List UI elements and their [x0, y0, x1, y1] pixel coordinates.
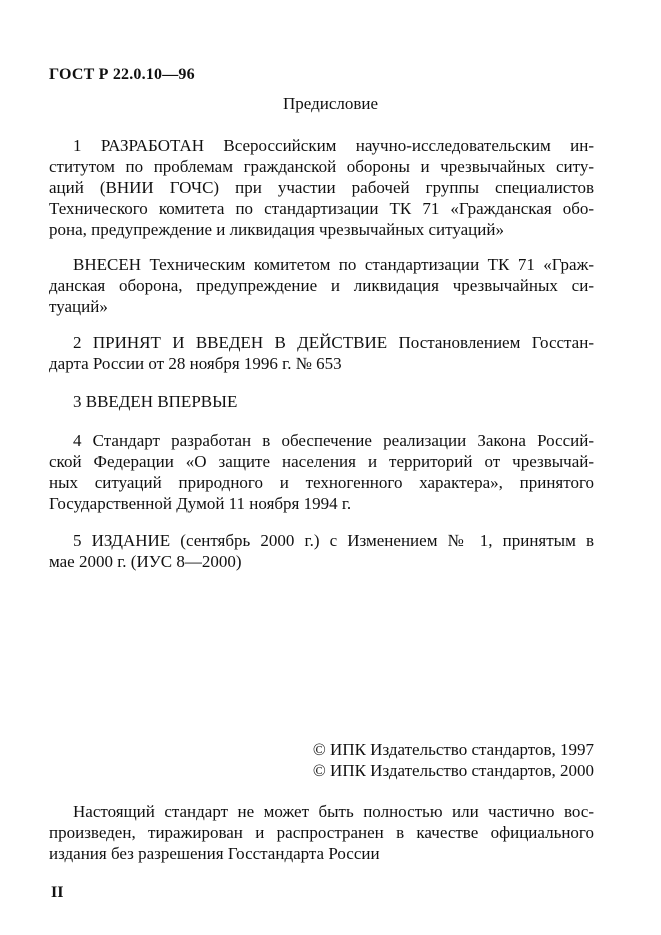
- text-line: туаций»: [49, 297, 108, 316]
- text-line: 5 ИЗДАНИЕ (сентябрь 2000 г.) с Изменением № 1, принятым в: [73, 531, 594, 550]
- paragraph-first-introduced: [49, 391, 594, 412]
- text-line: аций (ВНИИ ГОЧС) при участии рабочей группы специалистов: [49, 178, 594, 197]
- copyright-line: © ИПК Издательство стандартов, 1997: [312, 740, 594, 759]
- text-line: данская оборона, предупреждение и ликвидация чрезвычайных си-: [49, 276, 594, 295]
- page-number: II: [51, 884, 64, 901]
- paragraph-edition: [49, 530, 594, 572]
- reproduction-notice: [49, 801, 594, 864]
- text-line: мае 2000 г. (ИУС 8—2000): [49, 552, 242, 571]
- text-line: произведен, тиражирован и распространен в качестве официального: [49, 823, 594, 842]
- text-line: 1 РАЗРАБОТАН Всероссийским научно-исследовательским ин-: [73, 136, 594, 155]
- text-line: Настоящий стандарт не может быть полностью или частично вос-: [73, 802, 594, 821]
- paragraph-law: [49, 430, 594, 514]
- text-line: 4 Стандарт разработан в обеспечение реализации Закона Россий-: [73, 431, 594, 450]
- text-line: рона, предупреждение и ликвидация чрезвычайных ситуаций»: [49, 220, 504, 239]
- text-line: ных ситуаций природного и техногенного характера», принятого: [49, 473, 594, 492]
- text-line: издания без разрешения Госстандарта России: [49, 844, 380, 863]
- text-line: Технического комитета по стандартизации ТК 71 «Гражданская обо-: [49, 199, 594, 218]
- document-code: ГОСТ Р 22.0.10—96: [49, 66, 195, 83]
- text-line: 3 ВВЕДЕН ВПЕРВЫЕ: [73, 392, 238, 411]
- text-line: ститутом по проблемам гражданской обороны и чрезвычайных ситу-: [49, 157, 594, 176]
- text-line: ской Федерации «О защите населения и территорий от чрезвычай-: [49, 452, 594, 471]
- copyright-line: © ИПК Издательство стандартов, 2000: [312, 761, 594, 780]
- paragraph-introduced: [49, 254, 594, 317]
- copyright-block: [313, 739, 594, 781]
- page-title: Предисловие: [282, 94, 379, 113]
- paragraph-developed: [49, 135, 594, 240]
- text-line: Государственной Думой 11 ноября 1994 г.: [49, 494, 352, 513]
- paragraph-adopted: [49, 332, 594, 374]
- text-line: ВНЕСЕН Техническим комитетом по стандартизации ТК 71 «Граж-: [73, 255, 594, 274]
- text-line: дарта России от 28 ноября 1996 г. № 653: [49, 354, 342, 373]
- text-line: 2 ПРИНЯТ И ВВЕДЕН В ДЕЙСТВИЕ Постановлением Госстан-: [73, 333, 594, 352]
